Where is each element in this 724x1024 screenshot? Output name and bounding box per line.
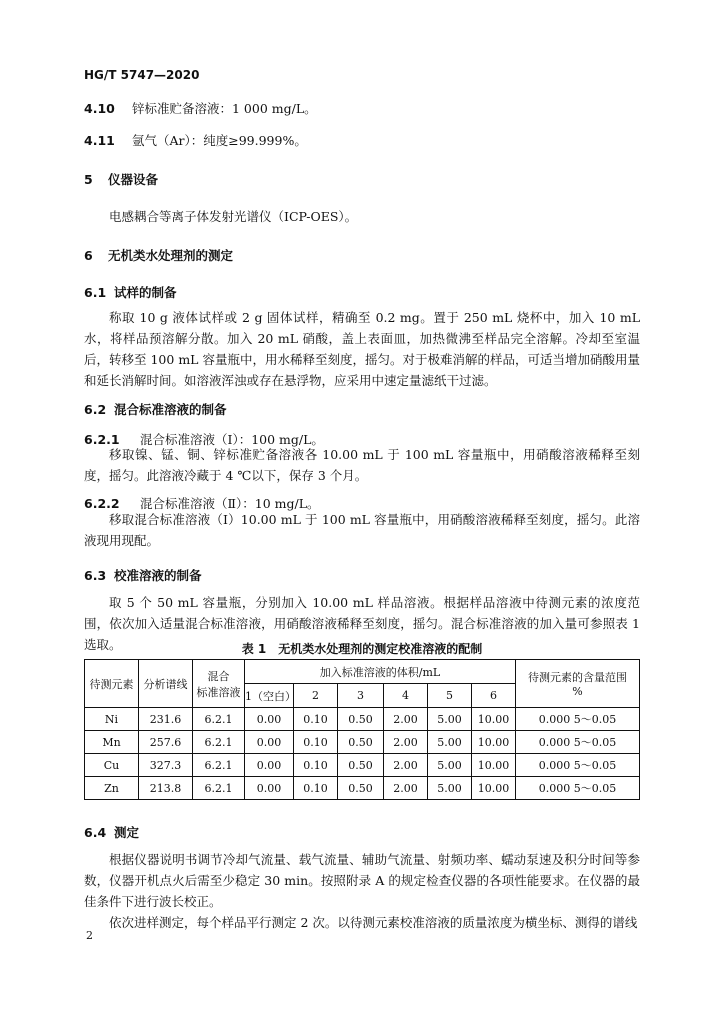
cell-line: 213.8	[139, 777, 193, 800]
cell-volume: 2.00	[384, 777, 428, 800]
section-6-3-heading	[84, 566, 202, 584]
section-title: 校准溶液的制备	[114, 568, 202, 583]
cell-volume: 2.00	[384, 754, 428, 777]
header-volume-col: 1（空白）	[245, 684, 294, 708]
header-volume: 加入标准溶液的体积/mL	[245, 660, 516, 684]
section-6-3-body: 取 5 个 50 mL 容量瓶，分别加入 10.00 mL 样品溶液。根据样品溶液中待测元素的浓度范围，依次加入适量混合标准溶液，用硝酸溶液稀释至刻度，摇匀。混合标准溶液的加入量可参照表 1 选取。	[84, 595, 640, 652]
cell-volume: 0.50	[338, 754, 384, 777]
section-6-4-body-1: 根据仪器说明书调节冷却气流量、载气流量、辅助气流量、射频功率、蠕动泵速及积分时间等参数，仪器开机点火后需至少稳定 30 min。按照附录 A 的规定检查仪器的各项性能要求。在仪器的最佳条件下进行波长校正。	[84, 852, 640, 909]
section-title: 测定	[114, 825, 140, 840]
cell-volume: 10.00	[472, 777, 516, 800]
cell-volume: 0.00	[245, 708, 294, 731]
cell-line: 257.6	[139, 731, 193, 754]
header-volume-col: 6	[472, 684, 516, 708]
cell-range: 0.000 5～0.05	[516, 731, 640, 754]
header-content-range-l1: 待测元素的含量范围	[528, 671, 627, 684]
section-5-heading	[84, 170, 158, 188]
header-mixed-standard-l1: 混合	[207, 669, 230, 683]
clause-number: 4.10	[84, 101, 115, 116]
header-element: 待测元素	[85, 660, 139, 708]
header-mixed-standard-l2: 标准溶液	[196, 685, 241, 699]
calibration-table	[84, 659, 640, 800]
section-6-heading	[84, 246, 233, 264]
standard-number: HG/T 5747—2020	[84, 68, 200, 82]
header-volume-col: 5	[428, 684, 472, 708]
cell-volume: 0.10	[294, 777, 338, 800]
cell-std: 6.2.1	[193, 777, 245, 800]
cell-range: 0.000 5～0.05	[516, 777, 640, 800]
header-mixed-standard	[193, 660, 245, 708]
cell-volume: 2.00	[384, 731, 428, 754]
section-title: 混合标准溶液的制备	[114, 402, 227, 417]
header-volume-col: 4	[384, 684, 428, 708]
cell-volume: 5.00	[428, 754, 472, 777]
section-number: 6	[84, 248, 93, 263]
section-title: 仪器设备	[108, 172, 159, 187]
section-6-4-body-2: 依次进样测定，每个样品平行测定 2 次。以待测元素校准溶液的质量浓度为横坐标、测得的谱线	[109, 915, 638, 930]
table-row	[85, 731, 640, 754]
section-5-body: 电感耦合等离子体发射光谱仪（ICP-OES）。	[109, 209, 358, 224]
cell-line: 327.3	[139, 754, 193, 777]
cell-range: 0.000 5～0.05	[516, 708, 640, 731]
section-title: 混合标准溶液（Ⅱ）：10 mg/L。	[140, 496, 320, 511]
cell-volume: 5.00	[428, 777, 472, 800]
section-number: 6.4	[84, 825, 107, 840]
table-row	[85, 777, 640, 800]
cell-volume: 5.00	[428, 708, 472, 731]
cell-volume: 10.00	[472, 754, 516, 777]
cell-element: Ni	[85, 708, 139, 731]
cell-volume: 0.10	[294, 754, 338, 777]
section-title: 试样的制备	[114, 285, 177, 300]
header-volume-col: 3	[338, 684, 384, 708]
section-title: 混合标准溶液（Ⅰ）：100 mg/L。	[140, 432, 324, 447]
page-number: 2	[86, 929, 93, 942]
cell-volume: 0.50	[338, 731, 384, 754]
clause-4-10	[84, 99, 317, 117]
section-6-1-heading	[84, 283, 177, 301]
cell-volume: 0.00	[245, 754, 294, 777]
section-number: 6.2.2	[84, 496, 120, 511]
cell-element: Mn	[85, 731, 139, 754]
cell-volume: 0.10	[294, 731, 338, 754]
header-spectral-line: 分析谱线	[139, 660, 193, 708]
section-number: 6.2	[84, 402, 107, 417]
cell-range: 0.000 5～0.05	[516, 754, 640, 777]
section-6-2-1-body: 移取镍、锰、铜、锌标准贮备溶液各 10.00 mL 于 100 mL 容量瓶中，用硝酸溶液稀释至刻度，摇匀。此溶液冷藏于 4 ℃以下，保存 3 个月。	[84, 447, 640, 483]
section-number: 6.3	[84, 568, 107, 583]
section-number: 5	[84, 172, 93, 187]
table-row	[85, 708, 640, 731]
cell-volume: 10.00	[472, 731, 516, 754]
section-6-1-body: 称取 10 g 液体试样或 2 g 固体试样，精确至 0.2 mg。置于 250 mL 烧杯中，加入 10 mL 水，将样品预溶解分散。加入 20 mL 硝酸，盖上表面皿，加热微沸至样品完全溶解。冷却至室温后，转移至 100 mL 容量瓶中，用水稀释至刻度，摇匀。对于极难消解的样品，可适当增加硝酸用量和延长消解时间。如溶液浑浊或存在悬浮物，应采用中速定量滤纸干过滤。	[84, 310, 640, 388]
clause-number: 4.11	[84, 133, 115, 148]
cell-volume: 0.00	[245, 777, 294, 800]
cell-volume: 0.50	[338, 708, 384, 731]
table-caption: 表 1 无机类水处理剂的测定校准溶液的配制	[241, 642, 483, 656]
header-content-range-l2: %	[572, 685, 583, 698]
cell-element: Zn	[85, 777, 139, 800]
cell-line: 231.6	[139, 708, 193, 731]
clause-text: 氩气（Ar）：纯度≥99.999%。	[132, 133, 307, 148]
cell-volume: 5.00	[428, 731, 472, 754]
cell-std: 6.2.1	[193, 754, 245, 777]
cell-volume: 2.00	[384, 708, 428, 731]
section-title: 无机类水处理剂的测定	[108, 248, 234, 263]
clause-text: 锌标准贮备溶液：1 000 mg/L。	[132, 101, 317, 116]
cell-volume: 0.50	[338, 777, 384, 800]
section-6-2-heading	[84, 400, 227, 418]
cell-volume: 0.00	[245, 731, 294, 754]
cell-std: 6.2.1	[193, 731, 245, 754]
cell-volume: 0.10	[294, 708, 338, 731]
section-number: 6.1	[84, 285, 107, 300]
header-volume-col: 2	[294, 684, 338, 708]
table-row	[85, 754, 640, 777]
section-number: 6.2.1	[84, 432, 120, 447]
header-content-range	[516, 660, 640, 708]
cell-std: 6.2.1	[193, 708, 245, 731]
clause-4-11	[84, 131, 307, 149]
cell-element: Cu	[85, 754, 139, 777]
section-6-4-heading	[84, 823, 139, 841]
section-6-2-2-body: 移取混合标准溶液（Ⅰ）10.00 mL 于 100 mL 容量瓶中，用硝酸溶液稀释至刻度，摇匀。此溶液现用现配。	[84, 512, 640, 548]
cell-volume: 10.00	[472, 708, 516, 731]
